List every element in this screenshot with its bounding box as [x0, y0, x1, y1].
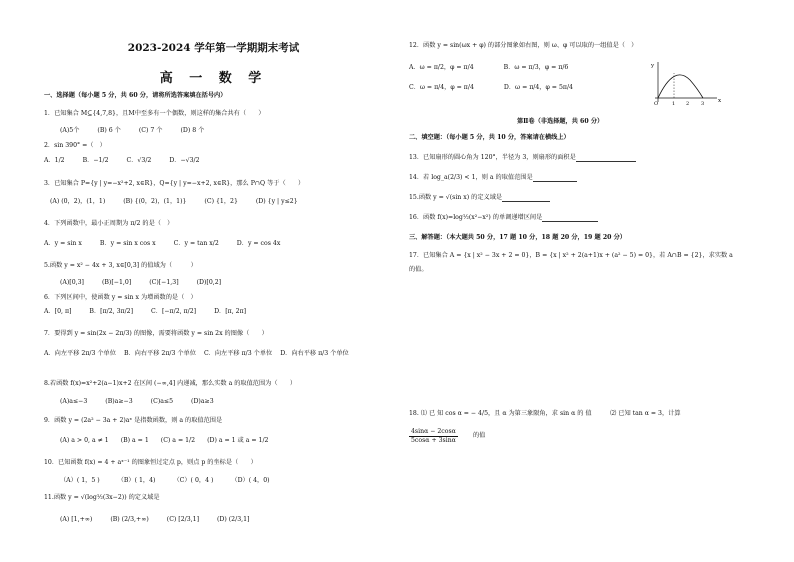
- question-10: 10．已知函数 f(x) = 4 + aˣ⁻¹ 的图象恒过定点 p，则点 p 的坐标是（ ）: [44, 459, 257, 466]
- option: A．1/2: [44, 157, 65, 164]
- option: (B) {(0，2)，(1，1)}: [123, 198, 187, 205]
- option: (A)a≤−3: [60, 398, 88, 405]
- option: (D) (2/3,1]: [217, 516, 250, 523]
- question-6-options: [44, 308, 264, 316]
- option: (B)a≥−3: [105, 398, 133, 405]
- question-5-options: [60, 279, 239, 287]
- option: (B)[−1,0]: [101, 279, 132, 286]
- question-12-options-row2: [409, 84, 591, 92]
- y-label: y: [651, 63, 655, 69]
- tick-label: 1: [672, 101, 676, 106]
- option: D．−√3/2: [169, 157, 200, 164]
- tick-label: 3: [701, 101, 705, 106]
- question-9: 9．函数 y = (2a² − 3a + 2)aˣ 是指数函数，则 a 的取值范围是: [44, 417, 223, 424]
- option: C．向左平移 π/3 个单位: [203, 350, 273, 357]
- option: (A)5个: [60, 127, 80, 134]
- question-13: [409, 154, 636, 162]
- answer-blank[interactable]: [502, 195, 550, 202]
- question-8-options: [60, 398, 232, 406]
- option: B．y = sin x cos x: [99, 240, 156, 247]
- option: (C) a = 1/2: [160, 437, 196, 444]
- option: D．ω = π/4，φ = 5π/4: [503, 84, 573, 91]
- option: (A)[0,3]: [60, 279, 84, 286]
- option: (A) (0，2)，(1，1): [50, 198, 106, 205]
- option: (B) 6 个: [97, 127, 121, 134]
- option: (D) {y | y≤2}: [255, 198, 298, 205]
- exam-subtitle: 高 一 数 学: [159, 71, 268, 86]
- question-2-options: [44, 157, 218, 165]
- origin-label: O: [654, 101, 659, 106]
- answer-blank[interactable]: [576, 155, 636, 162]
- option: (C) 7 个: [138, 127, 163, 134]
- question-7-options: [44, 350, 349, 358]
- option: B．ω = π/3，φ = π/6: [503, 64, 569, 71]
- question-17-cont: 的值。: [409, 266, 428, 273]
- question-3-options: [50, 198, 316, 206]
- question-3: 3．已知集合 P={y | y=−x²+2, x∈R}，Q={y | y=−x+2, x∈R}，那么 P∩Q 等于（ ）: [44, 180, 305, 187]
- option: B．向右平移 2π/3 个单位: [123, 350, 196, 357]
- question-8: 8.若函数 f(x)=x²+2(a−1)x+2 在区间 (−∞,4] 内递减，那么实数 a 的取值范围为（ ）: [44, 380, 297, 387]
- question-2: 2．sin 390° =（ ）: [44, 142, 106, 149]
- part-two-heading: 第Ⅱ卷（非选择题，共 60 分）: [517, 118, 604, 125]
- question-4: 4．下列函数中，最小正周期为 π/2 的是（ ）: [44, 220, 174, 227]
- option: (D)a≥3: [191, 398, 214, 405]
- option: C．√3/2: [126, 157, 152, 164]
- question-7: 7．要得到 y = sin(2x − 2π/3) 的图像，需要将函数 y = sin 2x 的图像（ ）: [44, 330, 268, 337]
- option: (C)a≤5: [150, 398, 174, 405]
- option: D．y = cos 4x: [236, 240, 281, 247]
- section-choice: 一、选择题（每小题 5 分，共 60 分，请将所选答案填在括号内）: [44, 92, 227, 99]
- question-11-options: [60, 516, 267, 524]
- option: （A）( 1，5 ): [60, 477, 100, 484]
- option: A．y = sin x: [44, 240, 82, 247]
- question-text: 15.函数 y = √(sin x) 的定义域是: [409, 194, 503, 201]
- question-15: [409, 194, 550, 202]
- question-text: 13．已知扇形的圆心角为 120°，半径为 3，则扇形的面积是: [409, 154, 576, 161]
- fraction-denominator: 5cosα + 3sinα: [411, 437, 456, 444]
- tick-label: 2: [686, 101, 690, 106]
- option: A．[0, π]: [44, 308, 72, 315]
- question-5: 5.函数 y = x² − 4x + 3, x∈[0,3] 的值域为（ ）: [44, 262, 197, 269]
- option: (D) a = 1 或 a = 1/2: [207, 437, 269, 444]
- question-14: [409, 174, 577, 182]
- option: C．ω = π/4，φ = π/4: [409, 84, 474, 91]
- x-label: x: [718, 98, 722, 104]
- option: (A) [1,+∞): [60, 516, 93, 523]
- option: (C)[−1,3]: [149, 279, 179, 286]
- question-text: 16．函数 f(x)=log½(x²−x²) 的单调递增区间是: [409, 214, 543, 221]
- fraction: [409, 428, 458, 445]
- question-6: 6．下列区间中，使函数 y = sin x 为增函数的是（ ）: [44, 294, 197, 301]
- question-10-options: [60, 477, 288, 485]
- question-18-tail: 的值: [473, 432, 486, 439]
- sine-graph: [645, 58, 725, 106]
- option: (B) a = 1: [120, 437, 149, 444]
- question-1-options: [60, 127, 222, 135]
- section-solve: 三、解答题：（本大题共 50 分，17 题 10 分，18 题 20 分，19 题 20 分）: [409, 234, 626, 241]
- exam-title: 2023-2024 学年第一学期期末考试: [127, 42, 300, 54]
- question-4-options: [44, 240, 298, 248]
- sine-curve: [658, 75, 703, 98]
- answer-blank[interactable]: [533, 175, 577, 182]
- option: D．向右平移 π/3 个单位: [280, 350, 349, 357]
- question-16: [409, 214, 598, 222]
- question-12-options-row1: [409, 64, 586, 72]
- question-text: 14．若 log_a(2/3) < 1，则 a 的取值范围是: [409, 174, 533, 181]
- question-1: 1．已知集合 M⊆{4,7,8}，且M中至多有一个偶数，则这样的集合共有（ ）: [44, 110, 265, 117]
- option: (C) [2/3,1]: [166, 516, 199, 523]
- option: A．ω = π/2，φ = π/4: [409, 64, 474, 71]
- option: A．向左平移 2π/3 个单位: [44, 350, 116, 357]
- option: （C）( 0，4 ): [173, 477, 214, 484]
- answer-blank[interactable]: [542, 215, 598, 222]
- option: (C) {1，2}: [204, 198, 238, 205]
- right-page: [397, 0, 794, 562]
- question-12: 12．函数 y = sin(ωx + φ) 的部分图象如右图，则 ω、φ 可以取的一组值是（ ）: [409, 42, 638, 49]
- option: C．y = tan x/2: [173, 240, 219, 247]
- option: B．[π/2, 3π/2]: [89, 308, 134, 315]
- question-17: 17．已知集合 A = {x | x² − 3x + 2 = 0}，B = {x | x² + 2(a+1)x + (a² − 5) = 0}，若 A∩B = {2}，求实数 a: [409, 252, 733, 259]
- option: (A) a > 0, a ≠ 1: [60, 437, 109, 444]
- option: (D) 8 个: [180, 127, 205, 134]
- section-fill: 二、填空题：（每小题 5 分，共 10 分，答案请在横线上）: [409, 134, 570, 141]
- question-18: 18. ⑴ 已 知 cos α = − 4/5，且 α 为第三象限角，求 sin α 的 值 ⑵ 已知 tan α = 3，计算: [409, 410, 681, 417]
- option: D．[π, 2π]: [214, 308, 247, 315]
- option: （B）( 1，4): [117, 477, 156, 484]
- option: B．−1/2: [82, 157, 109, 164]
- option: (D)[0,2]: [196, 279, 222, 286]
- question-11: 11.函数 y = √(log½(3x−2)) 的定义域是: [44, 494, 160, 501]
- option: C．[−π/2, π/2]: [151, 308, 197, 315]
- option: (B) (2/3,+∞): [110, 516, 149, 523]
- option: （D）( 4，0): [231, 477, 270, 484]
- question-9-options: [60, 437, 268, 445]
- fraction-numerator: 4sinα − 2cosα: [411, 428, 456, 435]
